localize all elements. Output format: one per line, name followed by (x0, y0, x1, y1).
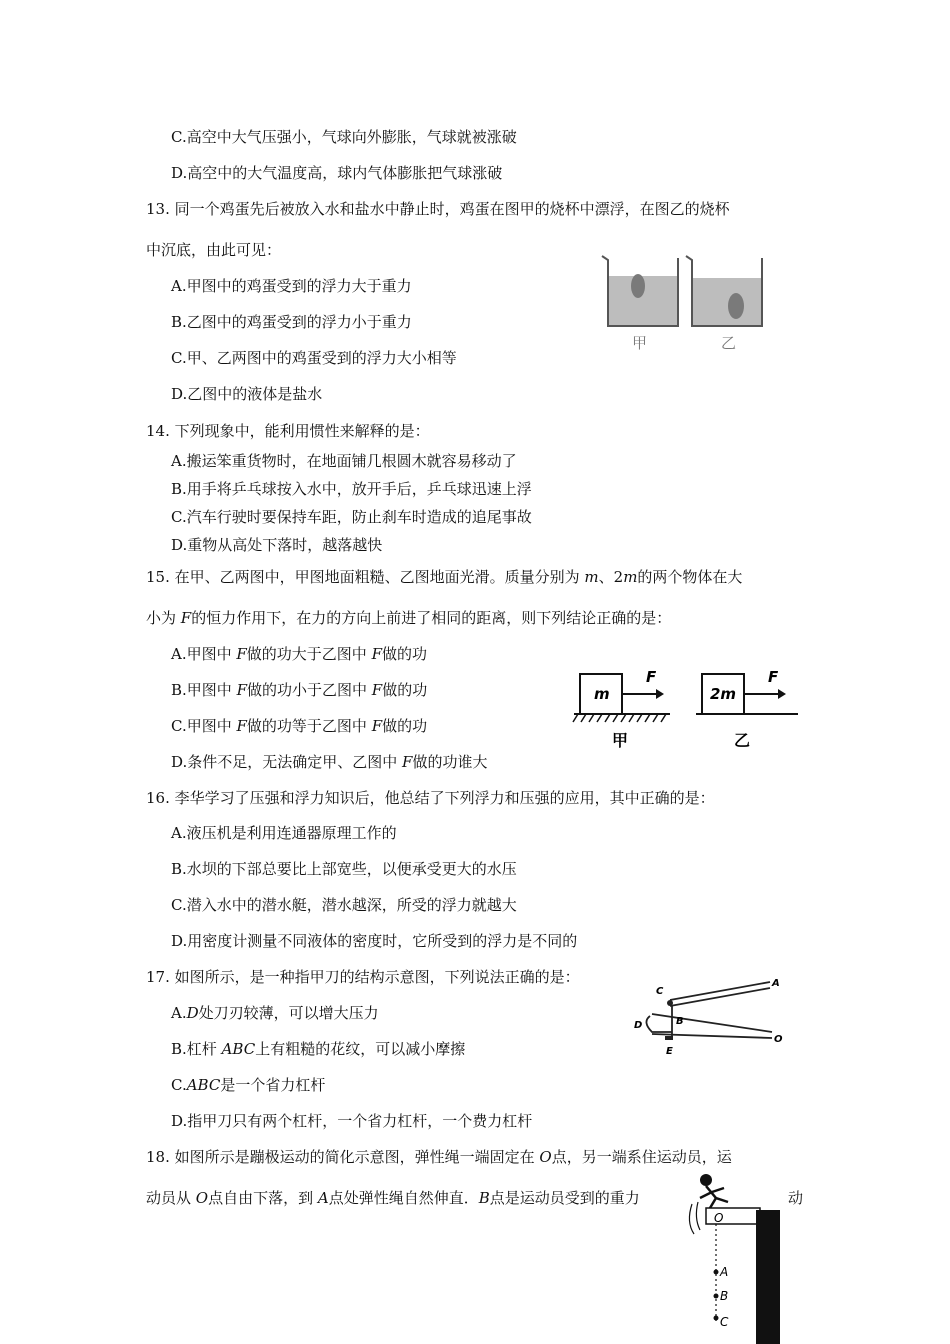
label-B: B (676, 1016, 684, 1027)
label-C: C (656, 986, 664, 997)
q15-stem-line2: 小为 F的恒力作用下，在力的方向上前进了相同的距离，则下列结论正确的是： (146, 609, 672, 627)
q16-stem: 16. 李华学习了压强和浮力知识后，他总结了下列浮力和压强的应用，其中正确的是： (146, 789, 715, 807)
q14-option-c: C.汽车行驶时要保持车距，防止刹车时造成的追尾事故 (171, 508, 532, 526)
jumper-icon (689, 1174, 728, 1234)
q16-option-a: A.液压机是利用连通器原理工作的 (171, 824, 397, 842)
q14-option-b: B.用手将乒乓球按入水中，放开手后，乒乓球迅速上浮 (171, 480, 532, 498)
q17-option-a: A.D处刀刃较薄，可以增大压力 (171, 1004, 379, 1022)
label-E: E (666, 1046, 673, 1057)
q13-stem-line1: 13. 同一个鸡蛋先后被放入水和盐水中静止时，鸡蛋在图甲的烧杯中漂浮，在图乙的烧杯 (146, 200, 730, 218)
q18-bungee-figure (680, 1172, 790, 1344)
q13-option-d: D.乙图中的液体是盐水 (171, 385, 323, 403)
q14-option-a: A.搬运笨重货物时，在地面铺几根圆木就容易移动了 (171, 452, 517, 470)
label-C: C (720, 1315, 729, 1329)
q15-stem-line1: 15. 在甲、乙两图中，甲图地面粗糙、乙图地面光滑。质量分别为 m、2m的两个物体在大 (146, 568, 743, 586)
q17-option-b: B.杠杆 ABC上有粗糙的花纹，可以减小摩擦 (171, 1040, 466, 1058)
q12-option-d: D.高空中的大气温度高，球内气体膨胀把气球涨破 (171, 164, 503, 182)
egg-floating (631, 274, 645, 298)
label-B: B (720, 1289, 729, 1303)
label-O: O (714, 1211, 724, 1225)
q17-nail-clipper-figure (632, 976, 790, 1060)
label-A: A (772, 978, 780, 989)
q15-option-d: D.条件不足，无法确定甲、乙图中 F做的功谁大 (171, 753, 488, 771)
q14-option-d: D.重物从高处下落时，越落越快 (171, 536, 383, 554)
q16-option-c: C.潜入水中的潜水艇，潜水越深，所受的浮力就越大 (171, 896, 517, 914)
q17-stem: 17. 如图所示，是一种指甲刀的结构示意图，下列说法正确的是： (146, 968, 580, 986)
label-yi: 乙 (734, 731, 751, 750)
label-O: O (774, 1034, 783, 1045)
q15-option-c: C.甲图中 F做的功等于乙图中 F做的功 (171, 717, 428, 735)
q16-option-d: D.用密度计测量不同液体的密度时，它所受到的浮力是不同的 (171, 932, 578, 950)
label-jia: 甲 (632, 334, 648, 352)
q13-stem-line2: 中沉底，由此可见： (146, 241, 282, 259)
q15-option-a: A.甲图中 F做的功大于乙图中 F做的功 (171, 645, 428, 663)
q14-stem: 14. 下列现象中，能利用惯性来解释的是： (146, 422, 430, 440)
label-A: A (720, 1265, 729, 1279)
beaker-jia (602, 256, 678, 326)
q13-option-a: A.甲图中的鸡蛋受到的浮力大于重力 (171, 277, 412, 295)
q17-option-d: D.指甲刀只有两个杠杆，一个省力杠杆，一个费力杠杆 (171, 1112, 533, 1130)
q12-option-c: C.高空中大气压强小，气球向外膨胀，气球就被涨破 (171, 128, 517, 146)
egg-sunk (728, 293, 744, 319)
label-yi: 乙 (721, 334, 737, 352)
q13-beaker-figure (596, 248, 766, 356)
label-jia: 甲 (612, 731, 629, 750)
q18-stem-line2-tail: 动 (788, 1189, 804, 1207)
q13-option-b: B.乙图中的鸡蛋受到的浮力小于重力 (171, 313, 412, 331)
force-F-yi: F (768, 668, 779, 686)
q15-force-figure (568, 664, 808, 756)
block-m-label: m (594, 685, 610, 703)
beaker-yi (686, 256, 762, 326)
q15-option-b: B.甲图中 F做的功小于乙图中 F做的功 (171, 681, 428, 699)
q16-option-b: B.水坝的下部总要比上部宽些，以便承受更大的水压 (171, 860, 517, 878)
force-F-jia: F (646, 668, 657, 686)
block-2m-label: 2m (710, 685, 737, 703)
label-D: D (634, 1020, 643, 1031)
q18-stem-line2: 动员从 O点自由下落，到 A点处弹性绳自然伸直．B点是运动员受到的重力 (146, 1189, 640, 1207)
tower (756, 1210, 780, 1344)
q13-option-c: C.甲、乙两图中的鸡蛋受到的浮力大小相等 (171, 349, 457, 367)
q17-option-c: C.ABC是一个省力杠杆 (171, 1076, 326, 1094)
q18-stem-line1: 18. 如图所示是蹦极运动的简化示意图，弹性绳一端固定在 O点，另一端系住运动员，运 (146, 1148, 732, 1166)
